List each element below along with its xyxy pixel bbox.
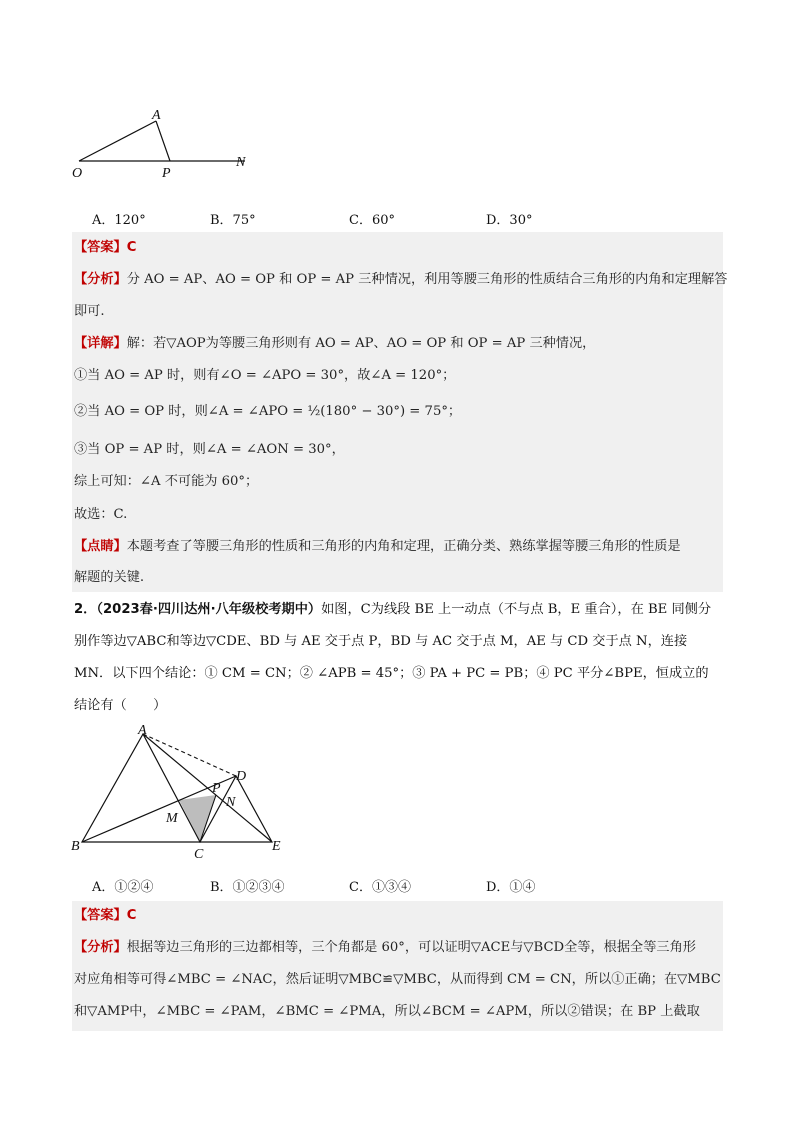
segment-oa [79, 121, 156, 161]
label-a: A [152, 108, 161, 123]
figure-triangle-aop [68, 104, 258, 184]
q1-choose: 故选：C. [74, 507, 128, 522]
q1-option-a[interactable]: A．120° [92, 213, 146, 228]
answer-tag: 【答案】 [74, 908, 127, 923]
q1-case3: ③当 OP = AP 时，则∠A = ∠AON = 30°， [74, 442, 345, 457]
figure-equilateral-triangles [68, 724, 298, 864]
q1-case1: ①当 AO = AP 时，则有∠O = ∠APO = 30°，故∠A = 120°； [74, 368, 456, 383]
answer-tag: 【答案】 [74, 240, 127, 255]
label-e: E [272, 839, 281, 854]
q2-option-b[interactable]: B．①②③④ [210, 880, 285, 895]
q1-case2: ②当 AO = OP 时，则∠A = ∠APO = ½(180° − 30°) = 75°； [74, 404, 462, 419]
q2-answer-line [74, 906, 720, 926]
analysis-text: 根据等边三角形的三边都相等，三个角都是 60°，可以证明▽ACE与▽BCD全等，根据全等三角形 [126, 940, 696, 955]
q1-answer-line [74, 238, 720, 258]
label-m: M [166, 811, 178, 826]
q2-option-d[interactable]: D．①④ [486, 880, 536, 895]
label-a: A [138, 724, 147, 738]
analysis-tag: 【分析】 [74, 272, 127, 287]
q2-analysis-line3: 和▽AMP中，∠MBC = ∠PAM，∠BMC = ∠PMA，所以∠BCM = ∠APM，所以②错误；在 BP 上截取 [74, 1004, 700, 1019]
label-d: D [236, 769, 247, 784]
q2-line3: MN．以下四个结论：① CM = CN；② ∠APB = 45°；③ PA + PC = PB；④ PC 平分∠BPE，恒成立的 [74, 666, 709, 681]
q1-analysis-line1 [74, 270, 728, 290]
label-o: O [72, 166, 83, 181]
triangle-abc [82, 734, 200, 842]
label-c: C [194, 847, 204, 862]
q2-analysis-line2: 对应角相等可得∠MBC = ∠NAC，然后证明▽MBC≌▽MBC，从而得到 CM = CN，所以①正确；在▽MBC [74, 972, 721, 987]
shaded-region [179, 795, 216, 841]
detail-tag: 【详解】 [74, 336, 127, 351]
comment-tag: 【点睛】 [74, 539, 127, 554]
q1-option-d[interactable]: D．30° [486, 213, 533, 228]
q2-line1 [74, 600, 724, 620]
q2-line2: 别作等边▽ABC和等边▽CDE、BD 与 AE 交于点 P，BD 与 AC 交于点 M，AE 与 CD 交于点 N，连接 [74, 634, 688, 649]
label-n: N [226, 795, 236, 810]
q1-option-c[interactable]: C．60° [349, 213, 395, 228]
q1-comment-line1 [74, 537, 720, 557]
label-n: N [236, 155, 246, 170]
detail-text: 解：若▽AOP为等腰三角形则有 AO = AP、AO = OP 和 OP = AP 三种情况， [126, 336, 596, 351]
q1-analysis-line2: 即可. [74, 304, 105, 319]
q1-summary: 综上可知：∠A 不可能为 60°； [74, 474, 259, 489]
q1-option-b[interactable]: B．75° [210, 213, 256, 228]
segment-ae [143, 734, 272, 842]
analysis-text: 分 AO = AP、AO = OP 和 OP = AP 三种情况，利用等腰三角形的性质结合三角形的内角和定理解答 [126, 272, 728, 287]
q2-source: （2023春·四川达州·八年级校考期中） [96, 602, 322, 617]
q2-option-c[interactable]: C．①③④ [349, 880, 411, 895]
analysis-tag: 【分析】 [74, 940, 127, 955]
q1-detail-line1 [74, 334, 720, 354]
segment-ap [156, 121, 170, 161]
segment-ad-dashed [143, 734, 236, 776]
label-b: B [71, 839, 80, 854]
answer-value: C [126, 908, 137, 923]
comment-text: 本题考查了等腰三角形的性质和三角形的内角和定理，正确分类、熟练掌握等腰三角形的性质是 [126, 539, 681, 554]
label-p: P [162, 166, 171, 181]
answer-value: C [126, 240, 137, 255]
q2-option-a[interactable]: A．①②④ [92, 880, 154, 895]
q2-text1: 如图，C为线段 BE 上一动点（不与点 B，E 重合），在 BE 同侧分 [321, 602, 712, 617]
q2-analysis-line1 [74, 938, 720, 958]
q2-number: 2． [74, 602, 97, 617]
q2-line4: 结论有（ ） [74, 698, 167, 713]
label-p: P [212, 781, 221, 796]
q1-comment-line2: 解题的关键. [74, 570, 145, 585]
